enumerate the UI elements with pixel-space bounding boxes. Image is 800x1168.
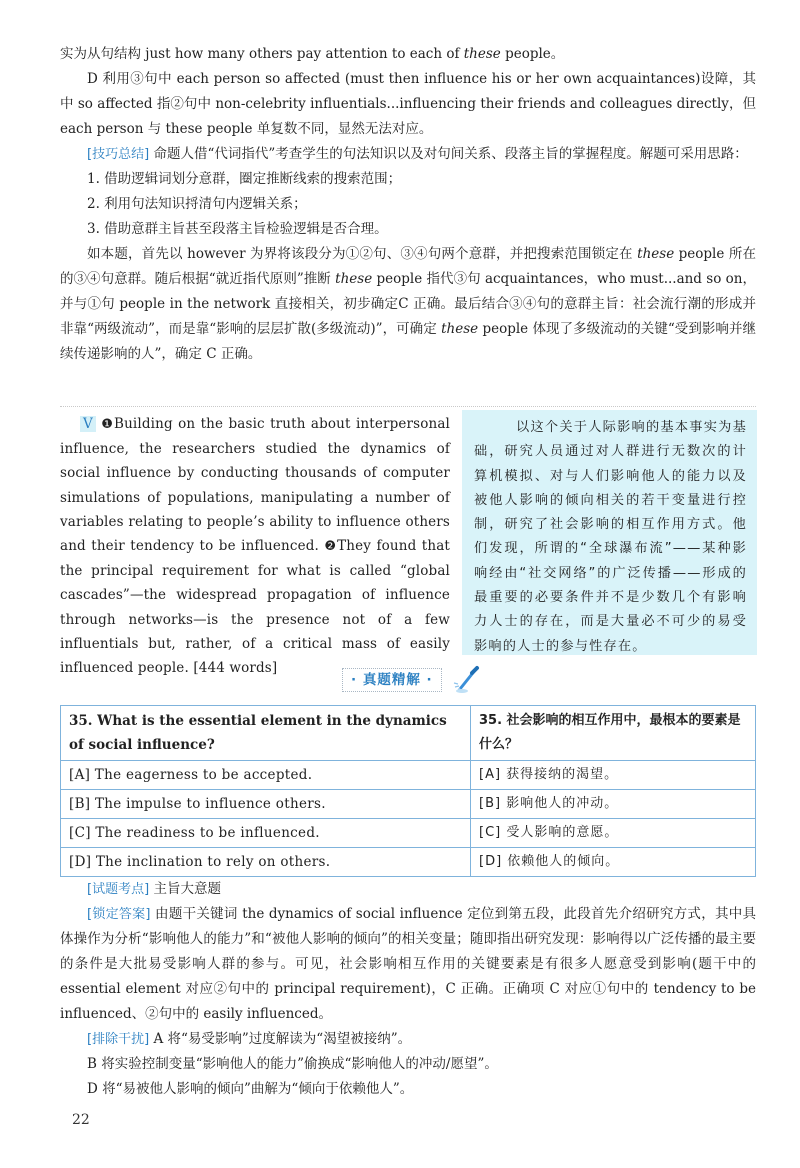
- answer-tag: [锁定答案]: [87, 907, 151, 922]
- locked-answer: [锁定答案] 由题干关键词 the dynamics of social influence 定位到第五段，此段首先介绍研究方式，其中具体操作为分析“影响他人的能力”和“被他人影响的倾向”的相关变量；随即指出研究发现：影响得以广泛传播的最主要的条件是大批易受影响人群的参与。可见，社会影响相互作用的关键要素是有很多人愿意受到影响(题干中的 essential element 对应②句中的 principal requirement)，C 正确。正确项 C 对应①句中的 tendency to be influenced、②句中的 easily influenced。: [60, 906, 756, 1022]
- option-a-en: [A] The eagerness to be accepted.: [61, 761, 471, 790]
- tip-tag: [技巧总结]: [87, 147, 150, 162]
- step-2: 2. 利用句法知识捋清句内逻辑关系；: [87, 196, 307, 212]
- question-stem-en: 35. What is the essential element in the dynamics of social influence?: [61, 706, 471, 761]
- option-d-zh: [D] 依赖他人的倾向。: [471, 848, 756, 877]
- worked-example: 如本题，首先以 however 为界将该段分为①②句、③④句两个意群，并把搜索范围锁定在 these people 所在的③④句意群。随后根据“就近指代原则”推断 these people 指代③句 acquaintances，who must...and so on，并与①句 people in the network 直接相关，初步确定C 正确。最后结合③④句的意群主旨：社会流行潮的形成并非靠“两级流动”，而是靠“影响的层层扩散(多级流动)”，可确定 these people 体现了多级流动的关键“受到影响并继续传递影响的人”，确定 C 正确。: [60, 246, 756, 362]
- question-focus: [试题考点] 主旨大意题: [87, 881, 221, 897]
- distractor-tag: [排除干扰]: [87, 1032, 150, 1047]
- section-divider: [60, 406, 756, 407]
- sentence-2-marker: ❷: [324, 539, 338, 555]
- question-table: [60, 705, 756, 877]
- option-c-en: [C] The readiness to be influenced.: [61, 819, 471, 848]
- option-a-zh: [A] 获得接纳的渴望。: [471, 761, 756, 790]
- paragraph-mark: V: [80, 416, 96, 432]
- translation-text: 以这个关于人际影响的基本事实为基础，研究人员通过对人群进行无数次的计算机模拟、对与人们影响他人的能力以及被他人影响的倾向相关的若干变量进行控制，研究了社会影响的相互作用方式。他们发现，所谓的“全球瀑布流”——某种影响经由“社交网络”的广泛传播——形成的最重要的必要条件并不是少数几个有影响力人士的存在，而是大量必不可少的易受影响的人士的参与性存在。: [474, 420, 747, 654]
- top-explanation: [60, 42, 756, 367]
- sentence-1-marker: ❶: [101, 417, 114, 432]
- pen-icon: [452, 665, 482, 695]
- option-row-c: [61, 819, 756, 848]
- sentence-2: They found that the principal requirement for what is called “global cascades”—the widespread propagation of influence through networks—is the presence not of a few influentials but, rather, of a critical mass of easily influenced people.: [60, 538, 450, 677]
- question-stem-zh: 35. 社会影响的相互作用中，最根本的要素是什么？: [471, 706, 756, 761]
- option-d-en: [D] The inclination to rely on others.: [61, 848, 471, 877]
- option-row-b: [61, 790, 756, 819]
- question-stem-row: [61, 706, 756, 761]
- sentence-1: Building on the basic truth about interpersonal influence, the researchers studied the dynamics of social influence by conducting thousands of computer simulations of populations, manipulating a number of variables relating to people’s ability to influence others and their tendency to be influenced.: [60, 416, 450, 555]
- option-d-explanation: D 利用③句中 each person so affected (must then influence his or her own acquaintances)设障，其中 so affected 指②句中 non-celebrity influentials...influencing their friends and colleagues directly，但 each person 与 these people 单复数不同，显然无法对应。: [60, 71, 756, 137]
- option-c-zh: [C] 受人影响的意愿。: [471, 819, 756, 848]
- passage-paragraph-v: [60, 412, 450, 680]
- option-row-d: [61, 848, 756, 877]
- translation-panel: [462, 410, 757, 655]
- tip-summary: [技巧总结] 命题人借“代词指代”考查学生的句法知识以及对句间关系、段落主旨的掌握程度。解题可采用思路：: [87, 146, 748, 162]
- answer-analysis: [60, 877, 756, 1102]
- option-b-en: [B] The impulse to influence others.: [61, 790, 471, 819]
- focus-tag: [试题考点]: [87, 882, 150, 897]
- section-banner: · 真题精解 ·: [342, 668, 442, 692]
- step-1: 1. 借助逻辑词划分意群，圈定推断线索的搜索范围；: [87, 171, 402, 187]
- option-b-zh: [B] 影响他人的冲动。: [471, 790, 756, 819]
- word-count: [444 words]: [193, 660, 278, 677]
- distractor-a: [排除干扰] A 将“易受影响”过度解读为“渴望被接纳”。: [87, 1031, 412, 1047]
- page-number: 22: [72, 1112, 90, 1128]
- distractor-b: B 将实验控制变量“影响他人的能力”偷换成“影响他人的冲动/愿望”。: [87, 1056, 498, 1072]
- option-row-a: [61, 761, 756, 790]
- distractor-d: D 将“易被他人影响的倾向”曲解为“倾向于依赖他人”。: [87, 1081, 414, 1097]
- continued-line: 实为从句结构 just how many others pay attention to each of these people。: [60, 46, 565, 62]
- step-3: 3. 借助意群主旨甚至段落主旨检验逻辑是否合理。: [87, 221, 388, 237]
